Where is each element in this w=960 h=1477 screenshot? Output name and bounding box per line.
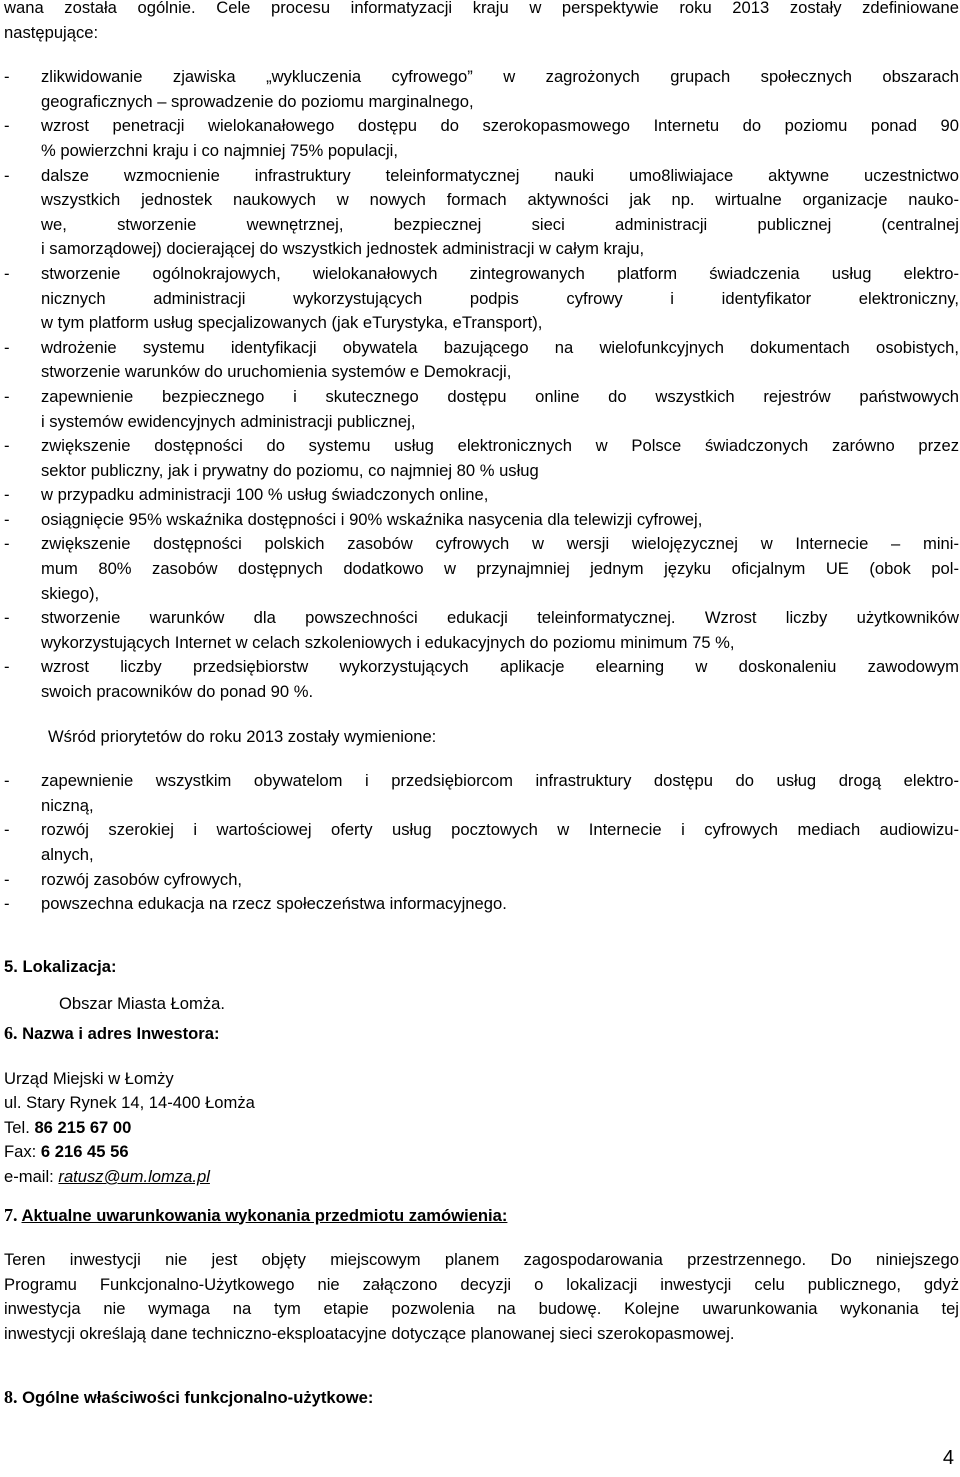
goal-item-line: i systemów ewidencyjnych administracji publicznej, (41, 411, 416, 431)
intro-line-2: następujące: (4, 22, 99, 42)
investor-name: Urząd Miejski w Łomży (4, 1068, 174, 1088)
priority-item-line: rozwój szerokiej i wartościowej oferty usług pocztowych w Internecie i cyfrowych mediach audiowizu- (41, 820, 959, 840)
goal-item (4, 262, 959, 336)
list-dash: - (4, 771, 10, 791)
list-dash: - (4, 386, 10, 406)
goal-item (4, 483, 959, 508)
priority-item-line: niczną, (41, 795, 94, 815)
priority-item (4, 818, 959, 867)
goal-item-line: w tym platform usług specjalizowanych (jak eTurystyka, eTransport), (41, 313, 543, 333)
section-7-line-4: inwestycji określają dane techniczno-eksploatacyjne dotyczące planowanej sieci szerokopasmowej. (4, 1323, 735, 1343)
intro-line-1: wana została ogólnie. Cele procesu informatyzacji kraju w perspektywie roku 2013 zostały zdefiniowane (4, 0, 959, 17)
goal-item-line: zwiększenie dostępności do systemu usług elektronicznych w Polsce świadczonych zarówno przez (41, 436, 959, 456)
section-5-title: Lokalizacja: (22, 956, 117, 976)
goal-item-line: nicznych administracji wykorzystujących podpis cyfrowy i identyfikator elektroniczny, (41, 288, 959, 308)
goal-item (4, 508, 959, 533)
section-5-heading (4, 955, 959, 980)
investor-tel (4, 1116, 959, 1141)
priorities-list (4, 769, 959, 917)
goal-item-line: sektor publiczny, jak i prywatny do poziomu, co najmniej 80 % usług (41, 460, 539, 480)
list-dash: - (4, 657, 10, 677)
list-dash: - (4, 869, 10, 889)
section-7-title: Aktualne uwarunkowania wykonania przedmiotu zamówienia: (21, 1205, 508, 1225)
list-dash: - (4, 485, 10, 505)
email-link[interactable]: ratusz@um.lomza.pl (58, 1166, 210, 1186)
list-dash: - (4, 534, 10, 554)
priority-item-line: zapewnienie wszystkim obywatelom i przedsiębiorcom infrastruktury dostępu do usług drogą elektro- (41, 771, 959, 791)
priority-item (4, 892, 959, 917)
section-7-line-2: Programu Funkcjonalno-Użytkowego nie załączono decyzji o lokalizacji inwestycji celu publicznego, gdyż (4, 1274, 959, 1294)
goal-item-line: wzrost liczby przedsiębiorstw wykorzystujących aplikacje elearning w doskonaleniu zawodowym (41, 657, 959, 677)
section-7-line-3: inwestycja nie wymaga na tym etapie pozwolenia na budowę. Kolejne uwarunkowania wykonania tej (4, 1299, 959, 1319)
list-dash: - (4, 116, 10, 136)
tel-label: Tel. (4, 1117, 30, 1137)
list-dash: - (4, 263, 10, 283)
tel-value: 86 215 67 00 (34, 1117, 132, 1137)
goals-list (4, 65, 959, 704)
goal-item-line: wykorzystujących Internet w celach szkoleniowych i edukacyjnych do poziomu minimum 75 %, (41, 632, 735, 652)
goal-item-line: geograficznych – sprowadzenie do poziomu marginalnego, (41, 91, 474, 111)
investor-address: ul. Stary Rynek 14, 14-400 Łomża (4, 1093, 255, 1113)
section-8-heading (4, 1385, 959, 1411)
priority-item (4, 769, 959, 818)
goal-item-line: mum 80% zasobów dostępnych dodatkowo w przynajmniej jednym języku oficjalnym UE (obok pol- (41, 559, 959, 579)
section-6-heading (4, 1021, 959, 1047)
goal-item-line: zapewnienie bezpiecznego i skutecznego dostępu online do wszystkich rejestrów państwowych (41, 386, 959, 406)
goal-item-line: swoich pracowników do ponad 90 %. (41, 682, 314, 702)
goal-item (4, 434, 959, 483)
goal-item (4, 655, 959, 704)
priority-item-line: rozwój zasobów cyfrowych, (41, 869, 243, 889)
goal-item (4, 65, 959, 114)
page-number: 4 (942, 1447, 954, 1470)
goal-item (4, 606, 959, 655)
list-dash: - (4, 165, 10, 185)
email-label: e-mail: (4, 1166, 54, 1186)
goal-item (4, 114, 959, 163)
goal-item (4, 336, 959, 385)
section-7-number: 7. (4, 1204, 18, 1225)
section-5-value: Obszar Miasta Łomża. (59, 994, 225, 1014)
goal-item-line: i samorządowej) docierającej do wszystkich jednostek administracji w całym kraju, (41, 239, 645, 259)
list-dash: - (4, 509, 10, 529)
section-7-heading (4, 1203, 959, 1229)
goal-item (4, 532, 959, 606)
list-dash: - (4, 337, 10, 357)
list-dash: - (4, 820, 10, 840)
goal-item-line: stworzenie warunków dla powszechności edukacji teleinformatycznej. Wzrost liczby użytkowników (41, 608, 959, 628)
fax-value: 6 216 45 56 (40, 1142, 129, 1162)
fax-label: Fax: (4, 1142, 37, 1162)
section-6-title: Nazwa i adres Inwestora: (22, 1023, 220, 1043)
goal-item-line: skiego), (41, 583, 100, 603)
goal-item (4, 385, 959, 434)
goal-item-line: dalsze wzmocnienie infrastruktury teleinformatycznej nauki umo8liwiajace aktywne uczestnictwo (41, 165, 959, 185)
goal-item-line: zlikwidowanie zjawiska „wykluczenia cyfrowego” w zagrożonych grupach społecznych obszarach (41, 67, 959, 87)
document-page (4, 0, 959, 1410)
list-dash: - (4, 894, 10, 914)
goal-item-line: stworzenie ogólnokrajowych, wielokanałowych zintegrowanych platform świadczenia usług elektro- (41, 263, 959, 283)
section-8-number: 8. (4, 1386, 18, 1407)
investor-fax (4, 1140, 959, 1165)
goal-item (4, 164, 959, 262)
priorities-lead: Wśród priorytetów do roku 2013 zostały wymienione: (48, 726, 437, 746)
goal-item-line: % powierzchni kraju i co najmniej 75% populacji, (41, 140, 398, 160)
list-dash: - (4, 608, 10, 628)
priority-item-line: powszechna edukacja na rzecz społeczeństwa informacyjnego. (41, 894, 507, 914)
goal-item-line: wszystkich jednostek naukowych w nowych formach aktywności jak np. wirtualne organizacje nauko- (41, 190, 959, 210)
goal-item-line: zwiększenie dostępności polskich zasobów cyfrowych w wersji wielojęzycznej w Internecie – mini- (41, 534, 959, 554)
section-7-line-1: Teren inwestycji nie jest objęty miejscowym planem zagospodarowania przestrzennego. Do niniejszego (4, 1250, 959, 1270)
section-8-title: Ogólne właściwości funkcjonalno-użytkowe: (22, 1387, 374, 1407)
goal-item-line: wdrożenie systemu identyfikacji obywatela bazującego na wielofunkcyjnych dokumentach osobistych, (41, 337, 959, 357)
goal-item-line: w przypadku administracji 100 % usług świadczonych online, (41, 485, 489, 505)
priority-item (4, 868, 959, 893)
goal-item-line: we, stworzenie wewnętrznej, bezpiecznej sieci administracji publicznej (centralnej (41, 214, 959, 234)
goal-item-line: stworzenie warunków do uruchomienia systemów e Demokracji, (41, 362, 512, 382)
section-6-number: 6. (4, 1022, 18, 1043)
list-dash: - (4, 436, 10, 456)
priority-item-line: alnych, (41, 845, 94, 864)
section-5-number: 5. (4, 956, 18, 976)
goal-item-line: osiągnięcie 95% wskaźnika dostępności i 90% wskaźnika nasycenia dla telewizji cyfrowej, (41, 509, 703, 529)
investor-email (4, 1165, 959, 1190)
goal-item-line: wzrost penetracji wielokanałowego dostępu do szerokopasmowego Internetu do poziomu ponad 90 (41, 116, 959, 136)
list-dash: - (4, 67, 10, 87)
